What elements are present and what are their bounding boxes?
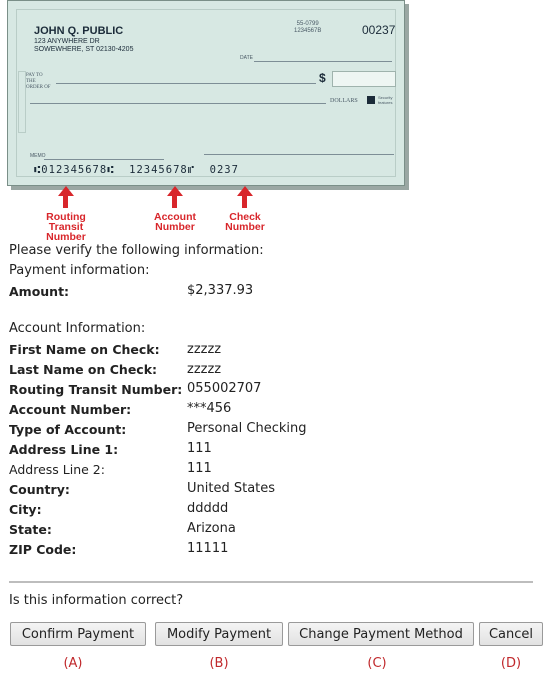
check-signature-line [204,154,394,155]
check-micr-line: ⑆012345678⑆ 12345678⑈ 0237 [34,164,239,176]
cancel-button[interactable]: Cancel [479,622,543,646]
account-number-label: Account Number: [9,402,132,417]
padlock-icon [367,96,375,104]
check-amount-words-line [30,103,326,104]
amount-value: $2,337.93 [187,283,254,298]
check-side-strip [18,71,26,133]
check-body [7,0,405,186]
last-name-label: Last Name on Check: [9,362,158,377]
marker-c: (C) [367,656,387,671]
marker-b: (B) [209,656,229,671]
account-type-label: Type of Account: [9,422,127,437]
state-label: State: [9,522,52,537]
check-amount-box [332,71,396,87]
caption-line: Check [229,211,261,223]
city-value: ddddd [187,501,229,516]
zip-code-value: 11111 [187,541,229,556]
caption-line: Account [154,211,196,223]
section-divider [9,581,533,583]
routing-number-label: Routing Transit Number: [9,382,183,397]
account-number-caption [145,212,205,232]
check-payer-name: JOHN Q. PUBLIC [34,25,124,37]
check-dollars-label: DOLLARS [330,98,358,104]
check-number-caption [216,212,274,232]
check-memo-line [44,159,164,160]
account-number-value: ***456 [187,401,232,416]
address-line1-value: 111 [187,441,212,456]
check-payer-address [34,38,133,54]
confirm-payment-button[interactable]: Confirm Payment [10,622,146,646]
arrow-stem [242,195,247,208]
account-type-value: Personal Checking [187,421,307,436]
account-info-heading: Account Information: [9,321,146,336]
check-dollar-sign: $ [319,71,326,85]
routing-transit-caption [28,212,104,242]
confirm-question: Is this information correct? [9,593,184,608]
check-date-line [254,61,392,62]
country-value: United States [187,481,276,496]
check-fraction-code [294,21,321,35]
state-value: Arizona [187,521,236,536]
address-line2-label: Address Line 2: [9,462,105,477]
zip-code-label: ZIP Code: [9,542,77,557]
check-address-line1: 123 ANYWHERE DR [34,38,100,45]
first-name-value: zzzzz [187,342,222,357]
fraction-top: 55-0799 [296,21,319,27]
address-line2-value: 111 [187,461,212,476]
address-line1-label: Address Line 1: [9,442,119,457]
check-number-printed: 00237 [362,23,396,37]
verify-prompt: Please verify the following information: [9,243,264,258]
routing-number-value: 055002707 [187,381,262,396]
check-memo-label: MEMO [30,153,46,159]
check-security-note: Security features [378,95,393,105]
amount-label: Amount: [9,284,70,299]
caption-line: Routing Transit [46,211,86,233]
caption-line: Number [225,221,265,233]
sample-check-image [7,0,412,190]
check-date-label: DATE [240,55,253,61]
first-name-label: First Name on Check: [9,342,160,357]
check-payto-line [56,83,316,84]
last-name-value: zzzzz [187,362,222,377]
arrow-stem [172,195,177,208]
country-label: Country: [9,482,70,497]
payment-info-heading: Payment information: [9,263,150,278]
check-payto-label: PAY TO THE ORDER OF [26,73,51,90]
city-label: City: [9,502,42,517]
change-payment-method-button[interactable]: Change Payment Method [288,622,474,646]
caption-line: Number [155,221,195,233]
marker-a: (A) [63,656,83,671]
fraction-bottom: 1234567B [294,28,322,34]
check-address-line2: SOWEWHERE, ST 02130-4205 [34,46,134,53]
caption-line: Number [46,231,86,243]
marker-d: (D) [500,656,522,671]
arrow-stem [63,195,68,208]
modify-payment-button[interactable]: Modify Payment [155,622,283,646]
